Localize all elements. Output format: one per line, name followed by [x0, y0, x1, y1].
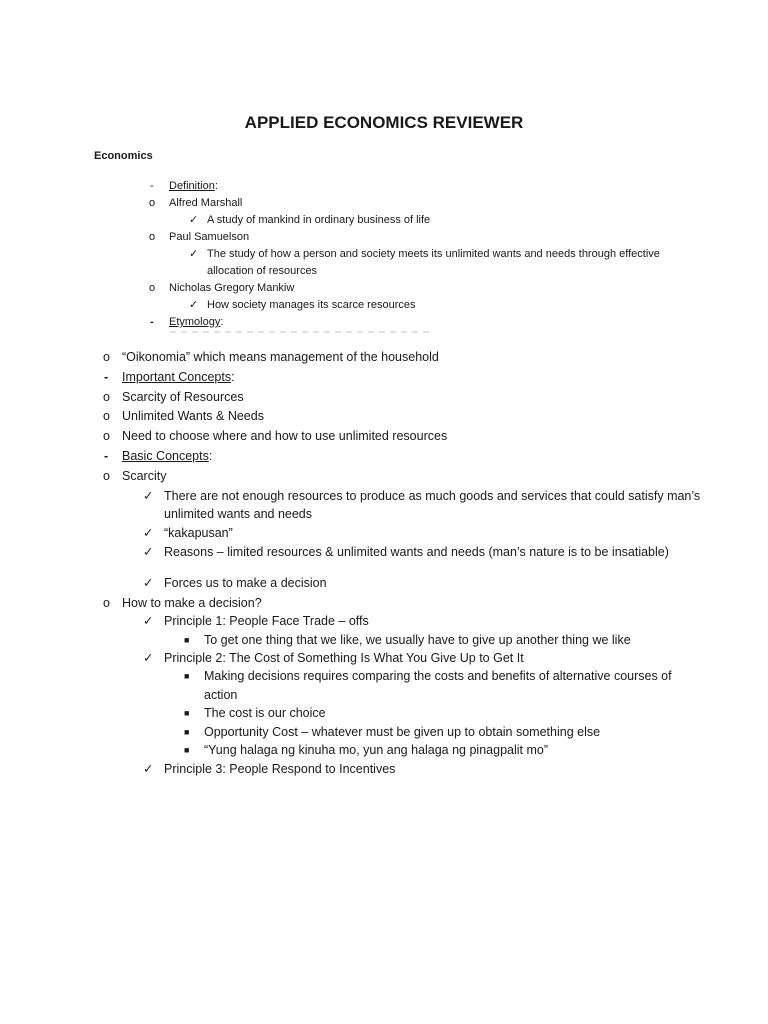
principle-2-detail-2: The cost is our choice: [204, 706, 326, 720]
definition-label: Definition: [169, 180, 215, 192]
check-icon: ✓: [143, 489, 154, 503]
author-mankiw: Nicholas Gregory Mankiw: [169, 282, 295, 294]
etymology-label: Etymology: [169, 316, 221, 328]
scarcity-point-1-line1: There are not enough resources to produce as much goods and services that could satisfy man’s: [164, 489, 701, 503]
bullet-dash: -: [150, 180, 154, 192]
page-title: APPLIED ECONOMICS REVIEWER: [244, 113, 524, 132]
important-concepts-label: Important Concepts: [122, 370, 232, 384]
square-bullet-icon: ■: [184, 671, 190, 681]
square-bullet-icon: ■: [184, 708, 190, 718]
circle-bullet-icon: o: [103, 429, 110, 443]
bullet-dash: -: [104, 370, 109, 384]
check-icon: ✓: [189, 299, 199, 311]
marshall-definition: A study of mankind in ordinary business of life: [207, 214, 431, 226]
section-heading: Economics: [94, 150, 153, 162]
principle-2-detail-3: Opportunity Cost – whatever must be given up to obtain something else: [204, 725, 601, 739]
principle-2-detail-1-line1: Making decisions requires comparing the costs and benefits of alternative courses of: [204, 669, 672, 683]
square-bullet-icon: ■: [184, 745, 190, 755]
etymology-heading: Etymology:: [169, 316, 224, 328]
page-seam: [0, 333, 768, 343]
square-bullet-icon: ■: [184, 727, 190, 737]
principle-3: Principle 3: People Respond to Incentives: [164, 762, 396, 776]
oikonomia-line: “Oikonomia” which means management of the household: [122, 350, 439, 364]
circle-bullet-icon: o: [103, 596, 110, 610]
author-samuelson: Paul Samuelson: [169, 231, 250, 243]
scarcity-point-1-line2: unlimited wants and needs: [164, 507, 313, 521]
concept-scarcity-of-resources: Scarcity of Resources: [122, 390, 244, 404]
basic-concepts-heading: Basic Concepts:: [122, 449, 213, 463]
concept-unlimited-wants: Unlimited Wants & Needs: [122, 409, 264, 423]
circle-bullet-icon: o: [103, 390, 110, 404]
check-icon: ✓: [143, 614, 154, 628]
check-icon: ✓: [143, 526, 154, 540]
circle-bullet-icon: o: [149, 231, 156, 243]
scarcity-heading: Scarcity: [122, 469, 167, 483]
check-icon: ✓: [189, 248, 199, 260]
samuelson-definition-line1: The study of how a person and society meets its unlimited wants and needs through effective: [207, 248, 660, 260]
author-marshall: Alfred Marshall: [169, 197, 243, 209]
scarcity-point-2: “kakapusan”: [164, 526, 233, 540]
circle-bullet-icon: o: [103, 350, 110, 364]
principle-1-detail: To get one thing that we like, we usually have to give up another thing we like: [204, 633, 631, 647]
scarcity-point-4: Forces us to make a decision: [164, 576, 327, 590]
principle-1: Principle 1: People Face Trade – offs: [164, 614, 369, 628]
bullet-dash: -: [104, 449, 109, 463]
concept-need-to-choose: Need to choose where and how to use unlimited resources: [122, 429, 448, 443]
principle-2: Principle 2: The Cost of Something Is What You Give Up to Get It: [164, 651, 524, 665]
check-icon: ✓: [143, 651, 154, 665]
definition-heading: Definition:: [169, 180, 218, 192]
basic-concepts-label: Basic Concepts: [122, 449, 209, 463]
bullet-dash: -: [150, 316, 154, 328]
circle-bullet-icon: o: [103, 469, 110, 483]
check-icon: ✓: [189, 214, 199, 226]
important-concepts-heading: Important Concepts:: [122, 370, 235, 384]
check-icon: ✓: [143, 545, 154, 559]
circle-bullet-icon: o: [149, 197, 156, 209]
how-to-decide-heading: How to make a decision?: [122, 596, 262, 610]
check-icon: ✓: [143, 576, 154, 590]
principle-2-detail-4: “Yung halaga ng kinuha mo, yun ang halaga ng pinagpalit mo”: [204, 743, 549, 757]
circle-bullet-icon: o: [149, 282, 156, 294]
check-icon: ✓: [143, 762, 154, 776]
samuelson-definition-line2: allocation of resources: [207, 265, 318, 277]
circle-bullet-icon: o: [103, 409, 110, 423]
mankiw-definition: How society manages its scarce resources: [207, 299, 416, 311]
square-bullet-icon: ■: [184, 635, 190, 645]
principle-2-detail-1-line2: action: [204, 688, 238, 702]
scarcity-point-3: Reasons – limited resources & unlimited wants and needs (man’s nature is to be insatiable): [164, 545, 669, 559]
